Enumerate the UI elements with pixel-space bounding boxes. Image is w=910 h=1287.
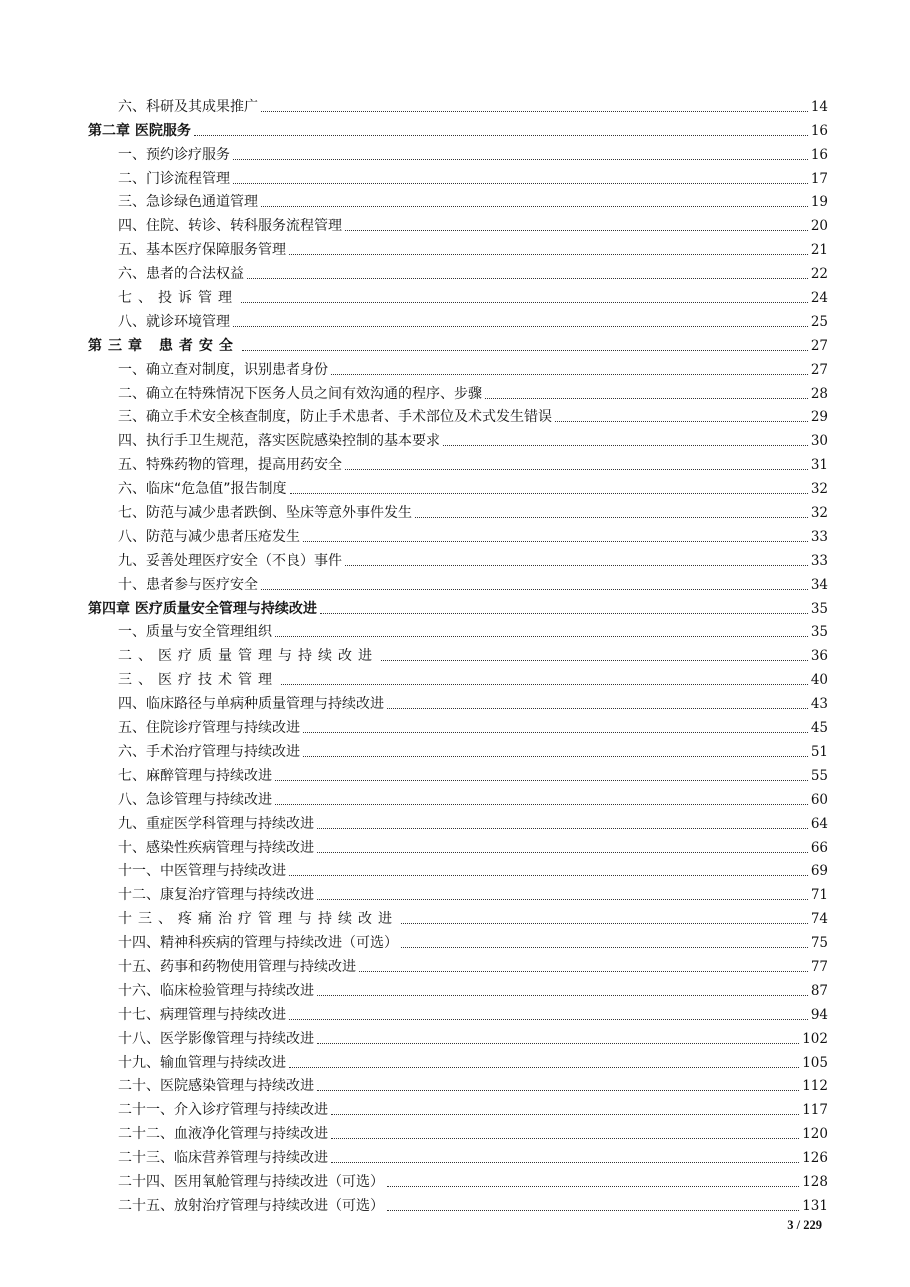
toc-entry-title: 四、住院、转诊、转科服务流程管理: [118, 218, 342, 235]
toc-dot-leader: [261, 205, 808, 207]
toc-section-entry[interactable]: [88, 1191, 828, 1215]
toc-entry-page: 45: [810, 720, 828, 737]
toc-entry-page: 64: [810, 815, 828, 832]
toc-entry-title: 三、医疗技术管理: [118, 672, 278, 689]
toc-section-entry[interactable]: [88, 618, 828, 642]
toc-entry-page: 60: [810, 791, 828, 808]
page-number: 3 / 229: [787, 1218, 822, 1232]
toc-dot-leader: [555, 420, 808, 422]
toc-entry-page: 31: [810, 457, 828, 474]
toc-entry-title: 八、防范与减少患者压疮发生: [118, 528, 300, 545]
toc-entry-title: 第二章 医院服务: [88, 122, 191, 139]
toc-dot-leader: [289, 1066, 799, 1068]
toc-dot-leader: [317, 827, 808, 829]
toc-entry-page: 16: [810, 146, 828, 163]
toc-entry-page: 33: [810, 552, 828, 569]
toc-entry-title: 十七、病理管理与持续改进: [118, 1006, 286, 1023]
toc-chapter-entry[interactable]: [88, 594, 828, 618]
toc-entry-title: 二、确立在特殊情况下医务人员之间有效沟通的程序、步骤: [118, 385, 482, 402]
toc-section-entry[interactable]: [88, 833, 828, 857]
toc-dot-leader: [289, 253, 808, 255]
toc-dot-leader: [281, 683, 808, 685]
toc-entry-page: 112: [802, 1078, 828, 1095]
toc-section-entry[interactable]: [88, 211, 828, 235]
toc-dot-leader: [331, 1161, 799, 1163]
toc-entry-page: 27: [810, 361, 828, 378]
toc-section-entry[interactable]: [88, 450, 828, 474]
toc-entry-page: 102: [802, 1030, 828, 1047]
toc-section-entry[interactable]: [88, 92, 828, 116]
toc-chapter-entry[interactable]: [88, 116, 828, 140]
toc-entry-title: 一、确立查对制度，识别患者身份: [118, 361, 328, 378]
toc-dot-leader: [303, 540, 808, 542]
toc-entry-title: 十一、中医管理与持续改进: [118, 863, 286, 880]
toc-entry-page: 40: [810, 672, 828, 689]
toc-dot-leader: [242, 349, 808, 351]
toc-dot-leader: [317, 1042, 799, 1044]
toc-section-entry[interactable]: [88, 1072, 828, 1096]
toc-entry-title: 四、执行手卫生规范，落实医院感染控制的基本要求: [118, 433, 440, 450]
toc-entry-page: 16: [810, 122, 828, 139]
toc-entry-title: 二十三、临床营养管理与持续改进: [118, 1150, 328, 1167]
toc-dot-leader: [289, 874, 808, 876]
toc-entry-title: 二、医疗质量管理与持续改进: [118, 648, 378, 665]
toc-entry-title: 十四、精神科疾病的管理与持续改进（可选）: [118, 935, 398, 952]
toc-entry-title: 十三、疼痛治疗管理与持续改进: [118, 911, 398, 928]
toc-section-entry[interactable]: [88, 379, 828, 403]
toc-section-entry[interactable]: [88, 1048, 828, 1072]
toc-section-entry[interactable]: [88, 570, 828, 594]
toc-dot-leader: [359, 970, 808, 972]
toc-dot-leader: [345, 468, 808, 470]
toc-entry-page: 32: [810, 481, 828, 498]
toc-entry-page: 34: [810, 576, 828, 593]
toc-entry-title: 十八、医学影像管理与持续改进: [118, 1030, 314, 1047]
toc-dot-leader: [345, 564, 808, 566]
toc-entry-title: 十、患者参与医疗安全: [118, 576, 258, 593]
toc-entry-title: 九、重症医学科管理与持续改进: [118, 815, 314, 832]
toc-entry-title: 七、防范与减少患者跌倒、坠床等意外事件发生: [118, 505, 412, 522]
toc-entry-title: 二十一、介入诊疗管理与持续改进: [118, 1102, 328, 1119]
toc-entry-page: 75: [810, 935, 828, 952]
toc-dot-leader: [289, 1018, 808, 1020]
toc-entry-page: 24: [810, 290, 828, 307]
toc-dot-leader: [317, 994, 808, 996]
toc-entry-page: 20: [810, 218, 828, 235]
toc-entry-page: 29: [810, 409, 828, 426]
toc-entry-title: 第四章 医疗质量安全管理与持续改进: [88, 600, 317, 617]
toc-section-entry[interactable]: [88, 952, 828, 976]
toc-entry-title: 三、急诊绿色通道管理: [118, 194, 258, 211]
toc-entry-title: 八、急诊管理与持续改进: [118, 791, 272, 808]
toc-entry-title: 四、临床路径与单病种质量管理与持续改进: [118, 696, 384, 713]
toc-section-entry[interactable]: [88, 809, 828, 833]
toc-entry-page: 17: [810, 170, 828, 187]
toc-entry-page: 30: [810, 433, 828, 450]
toc-section-entry[interactable]: [88, 689, 828, 713]
toc-entry-page: 27: [810, 337, 828, 354]
toc-entry-page: 105: [802, 1054, 828, 1071]
toc-section-entry[interactable]: [88, 1095, 828, 1119]
toc-dot-leader: [387, 1185, 799, 1187]
toc-section-entry[interactable]: [88, 880, 828, 904]
toc-entry-title: 六、患者的合法权益: [118, 266, 244, 283]
toc-entry-page: 87: [810, 982, 828, 999]
toc-entry-page: 19: [810, 194, 828, 211]
toc-entry-title: 二十、医院感染管理与持续改进: [118, 1078, 314, 1095]
toc-section-entry[interactable]: [88, 1024, 828, 1048]
toc-entry-title: 三、确立手术安全核查制度，防止手术患者、手术部位及术式发生错误: [118, 409, 552, 426]
toc-entry-page: 117: [802, 1102, 828, 1119]
toc-entry-page: 36: [810, 648, 828, 665]
toc-entry-title: 六、手术治疗管理与持续改进: [118, 743, 300, 760]
toc-entry-page: 22: [810, 266, 828, 283]
toc-entry-page: 74: [810, 911, 828, 928]
toc-section-entry[interactable]: [88, 522, 828, 546]
toc-section-entry[interactable]: [88, 976, 828, 1000]
toc-entry-page: 120: [802, 1126, 828, 1143]
toc-entry-title: 七、投诉管理: [118, 290, 238, 307]
toc-dot-leader: [275, 803, 808, 805]
toc-dot-leader: [387, 1209, 799, 1211]
toc-section-entry[interactable]: [88, 761, 828, 785]
toc-section-entry[interactable]: [88, 355, 828, 379]
toc-section-entry[interactable]: [88, 1167, 828, 1191]
toc-dot-leader: [331, 1137, 799, 1139]
toc-entry-title: 七、麻醉管理与持续改进: [118, 767, 272, 784]
toc-entry-page: 69: [810, 863, 828, 880]
toc-dot-leader: [443, 444, 808, 446]
toc-entry-page: 55: [810, 767, 828, 784]
toc-dot-leader: [331, 1113, 799, 1115]
toc-entry-page: 131: [802, 1197, 828, 1214]
toc-entry-page: 33: [810, 528, 828, 545]
toc-section-entry[interactable]: [88, 1119, 828, 1143]
toc-entry-title: 十九、输血管理与持续改进: [118, 1054, 286, 1071]
toc-entry-title: 八、就诊环境管理: [118, 313, 230, 330]
toc-entry-page: 28: [810, 385, 828, 402]
toc-entry-title: 六、科研及其成果推广: [118, 98, 258, 115]
toc-dot-leader: [317, 851, 808, 853]
toc-entry-page: 32: [810, 505, 828, 522]
toc-dot-leader: [233, 325, 808, 327]
toc-entry-title: 十二、康复治疗管理与持续改进: [118, 887, 314, 904]
toc-entry-page: 128: [802, 1173, 828, 1190]
toc-section-entry[interactable]: [88, 307, 828, 331]
toc-section-entry[interactable]: [88, 259, 828, 283]
toc-section-entry[interactable]: [88, 235, 828, 259]
toc-entry-page: 66: [810, 839, 828, 856]
toc-dot-leader: [194, 134, 808, 136]
toc-entry-title: 一、预约诊疗服务: [118, 146, 230, 163]
toc-section-entry[interactable]: [88, 140, 828, 164]
toc-dot-leader: [381, 659, 808, 661]
toc-dot-leader: [317, 1089, 799, 1091]
toc-entry-page: 43: [810, 696, 828, 713]
toc-section-entry[interactable]: [88, 283, 828, 307]
toc-entry-page: 35: [810, 600, 828, 617]
toc-section-entry[interactable]: [88, 403, 828, 427]
toc-entry-title: 二十五、放射治疗管理与持续改进（可选）: [118, 1197, 384, 1214]
toc-section-entry[interactable]: [88, 1143, 828, 1167]
toc-entry-title: 十五、药事和药物使用管理与持续改进: [118, 958, 356, 975]
toc-dot-leader: [261, 110, 808, 112]
toc-dot-leader: [290, 492, 808, 494]
toc-section-entry[interactable]: [88, 474, 828, 498]
toc-dot-leader: [303, 755, 808, 757]
toc-entry-page: 94: [810, 1006, 828, 1023]
toc-entry-title: 二十二、血液净化管理与持续改进: [118, 1126, 328, 1143]
toc-entry-page: 77: [810, 958, 828, 975]
table-of-contents: [88, 92, 828, 1215]
toc-section-entry[interactable]: [88, 713, 828, 737]
toc-dot-leader: [317, 898, 808, 900]
toc-dot-leader: [320, 612, 808, 614]
toc-dot-leader: [401, 922, 808, 924]
toc-section-entry[interactable]: [88, 426, 828, 450]
toc-entry-title: 九、妥善处理医疗安全（不良）事件: [118, 552, 342, 569]
toc-dot-leader: [415, 516, 808, 518]
toc-dot-leader: [261, 588, 808, 590]
toc-dot-leader: [345, 229, 808, 231]
toc-dot-leader: [275, 635, 808, 637]
toc-dot-leader: [233, 158, 808, 160]
toc-entry-page: 14: [810, 98, 828, 115]
toc-entry-title: 十六、临床检验管理与持续改进: [118, 982, 314, 999]
toc-entry-page: 35: [810, 624, 828, 641]
toc-dot-leader: [331, 373, 808, 375]
toc-section-entry[interactable]: [88, 665, 828, 689]
toc-section-entry[interactable]: [88, 164, 828, 188]
toc-section-entry[interactable]: [88, 188, 828, 212]
toc-section-entry[interactable]: [88, 546, 828, 570]
toc-dot-leader: [401, 946, 808, 948]
toc-dot-leader: [303, 731, 808, 733]
toc-entry-title: 二、门诊流程管理: [118, 170, 230, 187]
toc-dot-leader: [241, 301, 808, 303]
toc-entry-title: 六、临床“危急值”报告制度: [118, 481, 287, 498]
toc-section-entry[interactable]: [88, 498, 828, 522]
toc-entry-page: 126: [802, 1150, 828, 1167]
toc-dot-leader: [485, 397, 808, 399]
toc-chapter-entry[interactable]: [88, 331, 828, 355]
toc-dot-leader: [233, 182, 808, 184]
toc-section-entry[interactable]: [88, 641, 828, 665]
toc-entry-title: 二十四、医用氧舱管理与持续改进（可选）: [118, 1173, 384, 1190]
toc-entry-page: 25: [810, 313, 828, 330]
toc-entry-title: 第三章 患者安全: [88, 337, 239, 354]
toc-entry-page: 21: [810, 242, 828, 259]
toc-dot-leader: [247, 277, 808, 279]
toc-entry-title: 十、感染性疾病管理与持续改进: [118, 839, 314, 856]
toc-entry-page: 71: [810, 887, 828, 904]
toc-entry-title: 一、质量与安全管理组织: [118, 624, 272, 641]
toc-dot-leader: [275, 779, 808, 781]
toc-entry-title: 五、住院诊疗管理与持续改进: [118, 720, 300, 737]
toc-dot-leader: [387, 707, 808, 709]
toc-section-entry[interactable]: [88, 928, 828, 952]
toc-section-entry[interactable]: [88, 1000, 828, 1024]
toc-entry-title: 五、基本医疗保障服务管理: [118, 242, 286, 259]
toc-section-entry[interactable]: [88, 904, 828, 928]
toc-entry-title: 五、特殊药物的管理，提高用药安全: [118, 457, 342, 474]
toc-section-entry[interactable]: [88, 737, 828, 761]
toc-entry-page: 51: [810, 743, 828, 760]
toc-section-entry[interactable]: [88, 857, 828, 881]
toc-section-entry[interactable]: [88, 785, 828, 809]
